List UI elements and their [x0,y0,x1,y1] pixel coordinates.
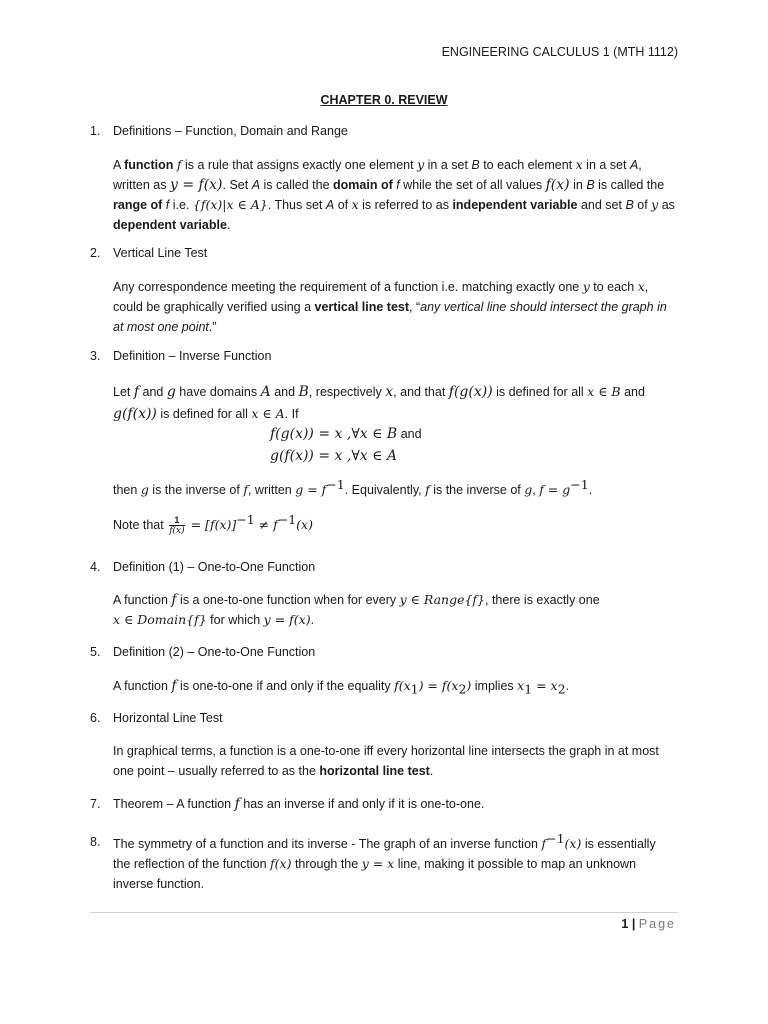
text: . Thus set [267,198,326,212]
math: = [f(x)] [186,517,237,532]
text: of [377,178,397,192]
section-title: Vertical Line Test [113,246,208,260]
footer-divider [90,912,678,913]
text: of [334,198,352,212]
section-number: 4. [90,560,101,574]
text: written as [113,178,170,192]
text: . Set [222,178,252,192]
math: f [133,384,140,400]
math: x [351,197,359,212]
superscript: −1 [277,511,297,527]
text: Note that [113,518,168,532]
text: , written [247,483,296,497]
term-independent-variable: independent variable [452,198,578,212]
section-number: 6. [90,711,101,725]
math: f [234,796,240,812]
text: and [139,385,167,399]
text: while the set of all values [399,178,546,192]
section-number: 5. [90,645,101,659]
text: A function [113,679,172,693]
math: y [651,197,659,212]
text: is one-to-one if and only if the equality [176,679,395,693]
section-number: 3. [90,349,101,363]
math: ) [466,678,472,693]
text: . [429,764,434,778]
section-number: 1. [90,124,101,138]
math: ) = f(x [418,678,459,693]
text: line, making it possible to map an unknown inverse function. [113,857,637,891]
text: f [165,198,170,212]
math: f = g [539,482,571,497]
text: The symmetry of a function and its inverse - The graph of an inverse function [113,837,542,851]
math: y = f(x) [263,612,311,627]
text: to each [589,280,638,294]
term-range: range [113,198,148,212]
math: A [260,384,271,400]
text: A [629,158,639,172]
text: A [113,158,125,172]
math: f [171,592,177,608]
text: and set [577,198,626,212]
text: and [397,427,422,441]
section-3-then [113,476,678,500]
equation: g(f(x)) = x ,∀x ∈ A [270,448,398,464]
section-8-body [113,830,678,894]
math: y [582,279,590,294]
section-title: Definition – Inverse Function [113,349,272,363]
math: y = x [361,856,395,871]
text: . If [284,407,299,421]
section-3-note [113,511,678,537]
math: g [166,384,176,400]
page-number: 1 [621,917,629,931]
superscript: −1 [326,476,345,492]
text: have domains [175,385,261,399]
math: (x) [564,836,582,851]
text: In graphical terms, a function is a one-to-one iff every horizontal line intersects the graph in at most one point – usually referred to as the [113,744,659,778]
math: x [385,384,394,400]
text: for which [206,613,264,627]
text: then [113,483,141,497]
page-footer [621,917,676,931]
text: . [588,483,593,497]
math: x ∈ A [251,406,285,421]
text: and [270,385,299,399]
text: through the [291,857,362,871]
math: g(f(x)) [113,406,157,422]
text: is a rule that assigns exactly one element [181,158,418,172]
section-title: Horizontal Line Test [113,711,223,725]
text: in [569,178,587,192]
math: x [517,678,525,693]
term-function: function [124,158,177,172]
text: is the inverse of [148,483,244,497]
math: f(g(x)) [448,384,493,400]
text: . [310,613,315,627]
text: is the inverse of [429,483,525,497]
term-domain: domain [333,178,378,192]
math: B [298,384,309,400]
math: x [637,279,645,294]
text: is referred to as [358,198,453,212]
text: could be graphically verified using a [113,300,315,314]
text: . Equivalently, [344,483,426,497]
text: in a set [582,158,630,172]
section-5-heading [90,645,315,659]
text: B [586,178,595,192]
section-2-heading [90,246,207,260]
math: f [176,157,182,172]
text: , respectively [308,385,386,399]
subscript: 1 [524,681,533,697]
text: is a one-to-one function when for every [176,593,400,607]
numerator: 1 [169,515,184,526]
math: x ∈ Domain{f} [113,612,207,627]
text: Theorem – A function [113,797,235,811]
inverse-equations [270,423,422,467]
math: y = f(x) [169,177,223,193]
math: x [575,157,583,172]
text: as [658,198,675,212]
chapter-title: CHAPTER 0. REVIEW [320,93,448,107]
math: f [541,836,547,851]
footer-separator: | [628,917,639,931]
math: g = f [295,482,327,497]
text: , there is exactly one [485,593,600,607]
section-number: 8. [90,835,101,849]
section-4-heading [90,560,315,574]
quote: any vertical line should intersect the graph in at most one point [113,300,667,334]
superscript: −1 [236,511,255,527]
superscript: −1 [570,476,589,492]
text: A [251,178,261,192]
text: , and that [393,385,449,399]
text: , [644,280,649,294]
term-horizontal-line-test: horizontal line test [319,764,430,778]
section-1-heading [90,124,348,138]
math: f [171,678,177,694]
term-vertical-line-test: vertical line test [314,300,410,314]
math: = x [532,678,558,693]
text: to each element [479,158,576,172]
text: is called the [260,178,334,192]
section-3-heading [90,349,271,363]
section-1-body [113,155,678,235]
subscript: 1 [410,681,419,697]
text: B [625,198,634,212]
subscript: 2 [557,681,566,697]
math: f [425,482,430,497]
math: f(x) [270,856,292,871]
math: g [140,482,149,497]
text: and [620,385,645,399]
math: y [417,157,425,172]
superscript: −1 [546,830,565,846]
text: is defined for all [156,407,252,421]
math: {f(x)|x ∈ A} [192,197,268,212]
term-dependent-variable: dependent variable [113,218,227,232]
text: f [396,178,400,192]
text: of [633,198,652,212]
math: y ∈ Range{f} [399,592,486,607]
text: .” [208,320,217,334]
text: A function [113,593,172,607]
text: is called the [594,178,665,192]
text: the reflection of the function [113,857,271,871]
section-4-body [113,590,678,630]
text: . [565,679,570,693]
text: in a set [424,158,472,172]
section-7-heading [90,796,484,812]
text: of [147,198,166,212]
fraction [169,515,184,536]
text: , [638,158,642,172]
section-6-heading [90,711,223,725]
section-title: Definition (1) – One-to-One Function [113,560,316,574]
section-8-number [90,835,113,849]
equation: f(g(x)) = x ,∀x ∈ B [270,426,398,442]
page-header: ENGINEERING CALCULUS 1 (MTH 1112) [441,45,678,59]
text: is defined for all [492,385,588,399]
page-word: Page [638,917,676,931]
section-6-body [113,741,678,781]
math: f(x) [545,177,570,193]
subscript: 2 [458,681,467,697]
section-title: Definitions – Function, Domain and Range [113,124,348,138]
math: f(x [394,678,411,693]
section-2-body [113,277,678,337]
math: x ∈ B [587,384,621,399]
section-5-body [113,676,678,696]
text: A [325,198,335,212]
text: is essentially [581,837,656,851]
section-title: Definition (2) – One-to-One Function [113,645,316,659]
denominator: f(x) [169,526,185,537]
text: has an inverse if and only if it is one-to-one. [239,797,485,811]
text: Any correspondence meeting the requirement of a function i.e. matching exactly one [113,280,583,294]
section-number: 2. [90,246,101,260]
math: (x) [296,517,313,532]
math: f [243,482,248,497]
text: i.e. [169,198,193,212]
text: B [471,158,480,172]
math: ≠ f [254,517,278,532]
text: implies [471,679,518,693]
text: , [532,483,540,497]
section-number: 7. [90,797,101,811]
section-3-body [113,381,678,425]
math: g [524,482,533,497]
text: Let [113,385,134,399]
text: , “ [409,300,421,314]
text: . [226,218,231,232]
